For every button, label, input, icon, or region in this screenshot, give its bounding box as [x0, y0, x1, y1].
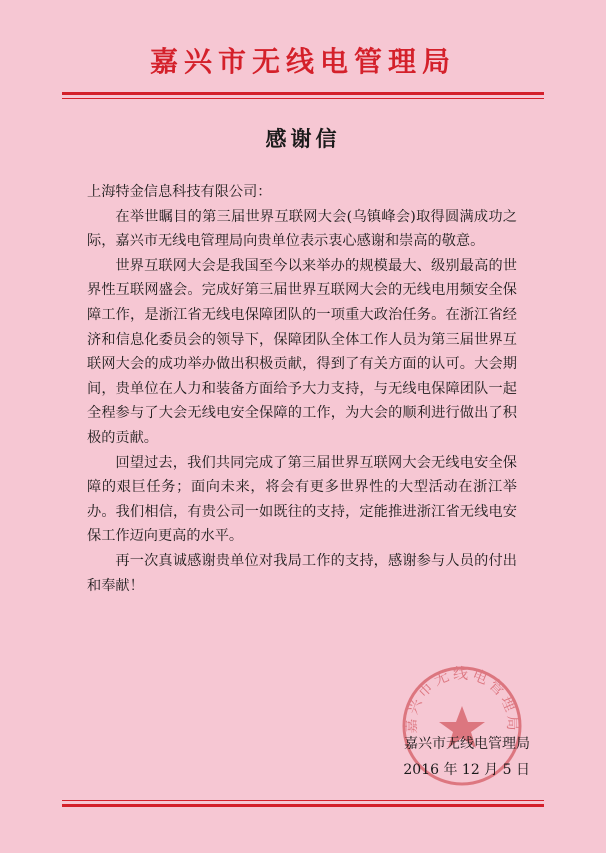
signature-block [403, 731, 530, 783]
letterhead-rule-thick [62, 92, 544, 95]
paragraph-3: 回望过去，我们共同完成了第三届世界互联网大会无线电安全保障的艰巨任务；面向未来，将会有更多世界性的大型活动在浙江举办。我们相信，有贵公司一如既往的支持，定能推进浙江省无线电安保工作迈向更高的水平。 [87, 454, 517, 545]
letter-title: 感谢信 [265, 127, 341, 151]
salutation: 上海特金信息科技有限公司： [87, 184, 272, 200]
paragraph-2: 世界互联网大会是我国至今以来举办的规模最大、级别最高的世界性互联网盛会。完成好第三届世界互联网大会的无线电用频安全保障工作，是浙江省无线电保障团队的一项重大政治任务。在浙江省经济和信息化委员会的领导下，保障团队全体工作人员为第三届世界互联网大会的成功举办做出积极贡献，得到了有关方面的认可。大会期间，贵单位在人力和装备方面给予大力支持，与无线电保障团队一起全程参与了大会无线电安全保障的工作，为大会的顺利进行做出了积极的贡献。 [87, 257, 517, 446]
date: 2016 年 12 月 5 日 [403, 762, 530, 778]
letterhead-title: 嘉兴市无线电管理局 [149, 45, 456, 78]
letter-body [87, 180, 517, 598]
footer-rule-thick [62, 804, 544, 807]
footer-rule-thin [62, 800, 544, 801]
paragraph-1: 在举世瞩目的第三届世界互联网大会(乌镇峰会)取得圆满成功之际，嘉兴市无线电管理局向贵单位表示衷心感谢和崇高的敬意。 [87, 208, 517, 250]
seal-text: 嘉兴市无线电管理局 [401, 664, 523, 734]
paragraph-4: 再一次真诚感谢贵单位对我局工作的支持，感谢参与人员的付出和奉献！ [87, 552, 517, 594]
letterhead-rule-thin [62, 98, 544, 99]
signature: 嘉兴市无线电管理局 [404, 736, 530, 752]
